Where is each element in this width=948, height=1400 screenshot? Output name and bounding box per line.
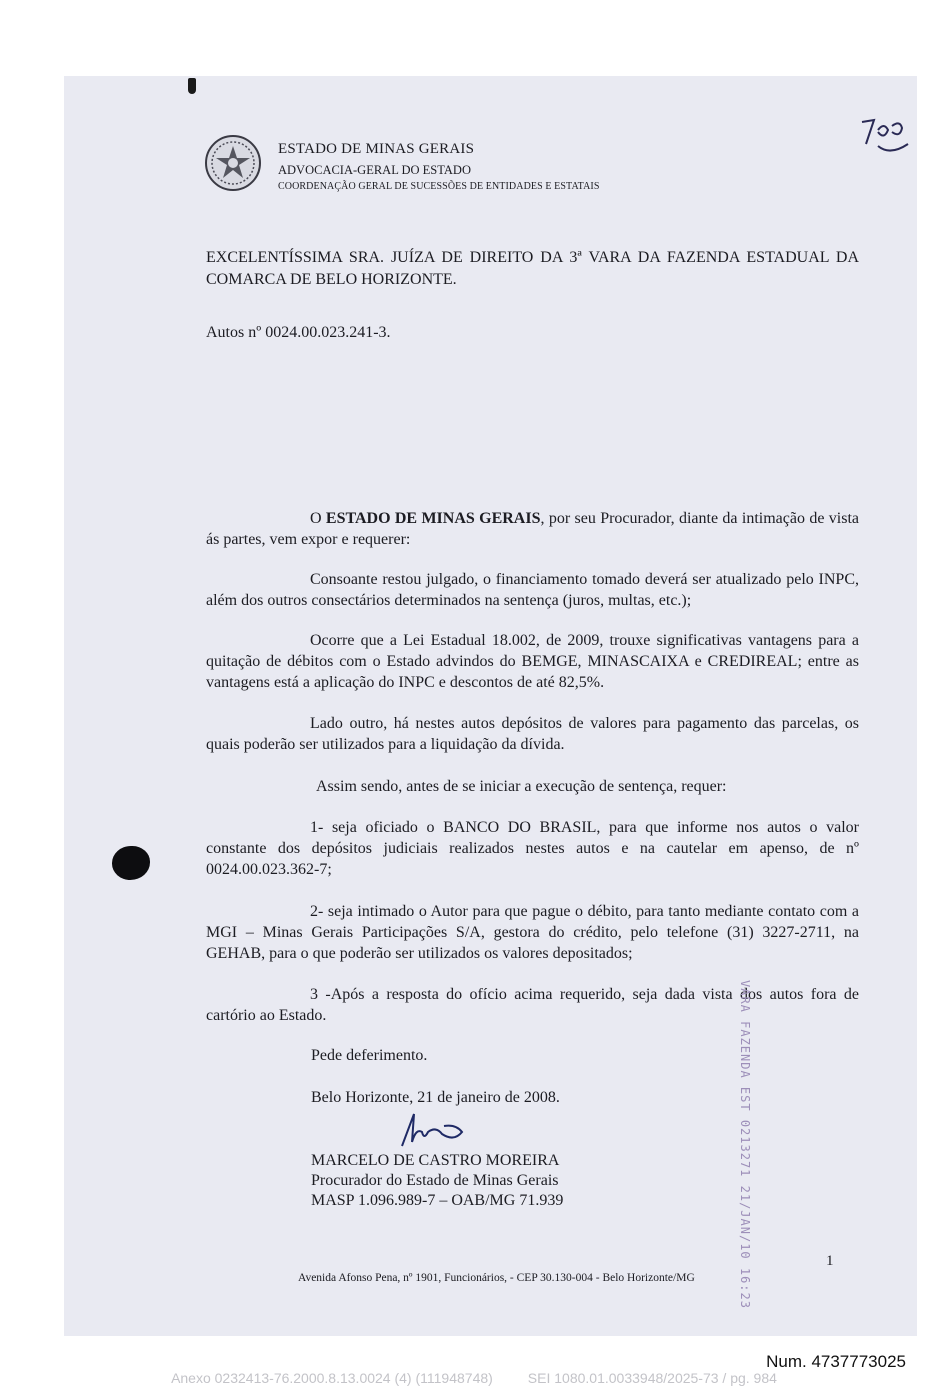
handwritten-page-number [858, 110, 914, 158]
intro-state-name: ESTADO DE MINAS GERAIS [325, 510, 541, 527]
signer-name: MARCELO DE CASTRO MOREIRA [311, 1152, 560, 1169]
footer-reference: Anexo 0232413-76.2000.8.13.0024 (4) (111948748) SEI 1080.01.0033948/2025-73 / pg. 984 [171, 1370, 777, 1386]
request-item-1: 1- seja oficiado o BANCO DO BRASIL, para que informe nos autos o valor constante dos depósitos judiciais realizados nestes autos e na cautelar em apenso, de nº 0024.00.023.362-7; [206, 819, 859, 878]
state-seal-icon [204, 134, 262, 192]
document-id: Num. 4737773025 [766, 1352, 906, 1371]
header-department: COORDENAÇÃO GERAL DE SUCESSÕES DE ENTIDADES E ESTATAIS [278, 181, 600, 192]
place-date: Belo Horizonte, 21 de janeiro de 2008. [311, 1089, 560, 1106]
signer-ids: MASP 1.096.989-7 – OAB/MG 71.939 [311, 1192, 564, 1209]
paragraph-law: Ocorre que a Lei Estadual 18.002, de 2009, trouxe significativas vantagens para a quitação de débitos com o Estado advindos do BEMGE, MINASCAIXA e CREDIREAL; entre as vantagens está a aplicação do INPC e descontos de até 82,5%. [206, 632, 859, 691]
paragraph-request-intro: Assim sendo, antes de se iniciar a execução de sentença, requer: [316, 778, 727, 795]
request-item-3: 3 -Após a resposta do ofício acima requerido, seja dada vista dos autos fora de cartório ao Estado. [206, 986, 859, 1024]
ink-mark [188, 78, 196, 94]
addressee: EXCELENTÍSSIMA SRA. JUÍZA DE DIREITO DA 3ª VARA DA FAZENDA ESTADUAL DA COMARCA DE BELO HORIZONTE. [206, 249, 859, 288]
signer-title: Procurador do Estado de Minas Gerais [311, 1172, 559, 1189]
paragraph-inpc: Consoante restou julgado, o financiamento tomado deverá ser atualizado pelo INPC, além dos outros consectários determinados na sentença (juros, multas, etc.); [206, 571, 859, 609]
signature-scribble [398, 1108, 468, 1150]
page-number: 1 [826, 1253, 834, 1269]
case-number: Autos nº 0024.00.023.241-3. [206, 324, 391, 341]
request-item-2: 2- seja intimado o Autor para que pague o débito, para tanto mediante contato com a MGI – Minas Gerais Participações S/A, gestora do crédito, pelo telefone (31) 3227-2711, na GEHAB, para o que poderão ser utilizados os valores depositados; [206, 903, 859, 962]
office-address: Avenida Afonso Pena, nº 1901, Funcionários, - CEP 30.130-004 - Belo Horizonte/MG [298, 1272, 695, 1284]
paragraph-deposits: Lado outro, há nestes autos depósitos de valores para pagamento das parcelas, os quais poderão ser utilizados para a liquidação da dívida. [206, 715, 859, 753]
header-agency: ADVOCACIA-GERAL DO ESTADO [278, 163, 471, 177]
header-state: ESTADO DE MINAS GERAIS [278, 141, 475, 157]
closing: Pede deferimento. [311, 1047, 428, 1064]
intro-paragraph: O ESTADO DE MINAS GERAIS, por seu Procurador, diante da intimação de vista ás partes, vem expor e requerer: [206, 510, 859, 548]
receipt-stamp: VARA FAZENDA EST 0213271 21/JAN/10 16:23 [738, 980, 752, 1309]
